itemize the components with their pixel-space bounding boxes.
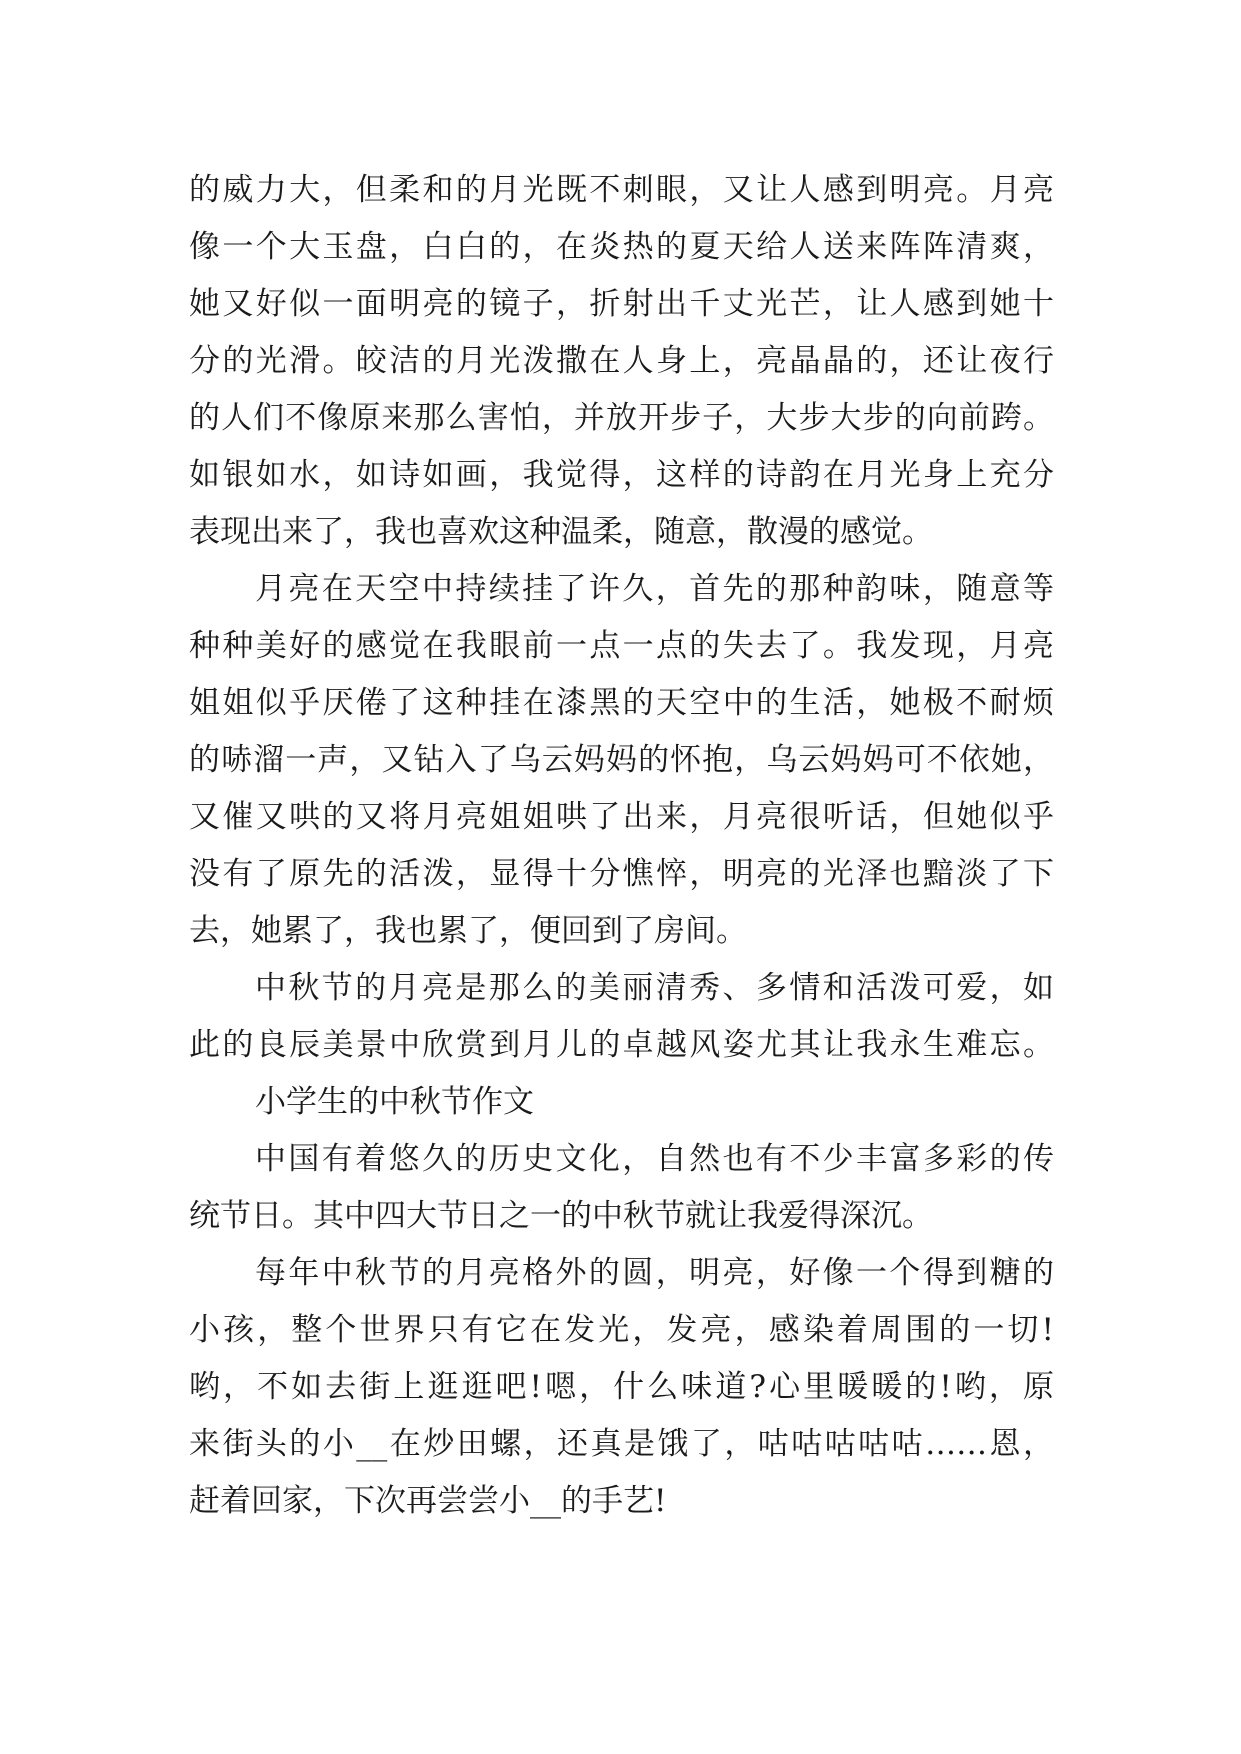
text-line: 的哧溜一声，又钻入了乌云妈妈的怀抱，乌云妈妈可不依她， [189, 742, 1054, 778]
text-line: 她又好似一面明亮的镜子，折射出千丈光芒，让人感到她十 [189, 286, 1054, 322]
text-line: 姐姐似乎厌倦了这种挂在漆黑的天空中的生活，她极不耐烦 [189, 685, 1054, 721]
text-line: 的威力大，但柔和的月光既不刺眼，又让人感到明亮。月亮 [189, 172, 1054, 208]
text-line: 又催又哄的又将月亮姐姐哄了出来，月亮很听话，但她似乎 [189, 799, 1054, 835]
text-line: 哟，不如去街上逛逛吧!嗯，什么味道?心里暖暖的!哟，原 [189, 1369, 1054, 1405]
text-line: 如银如水，如诗如画，我觉得，这样的诗韵在月光身上充分 [189, 457, 1054, 493]
paragraph-first-line: 中国有着悠久的历史文化，自然也有不少丰富多彩的传 [255, 1141, 1054, 1177]
text-line: 小孩，整个世界只有它在发光，发亮，感染着周围的一切! [189, 1312, 1054, 1348]
text-line: 像一个大玉盘，白白的，在炎热的夏天给人送来阵阵清爽， [189, 229, 1054, 265]
text-line: 没有了原先的活泼，显得十分憔悴，明亮的光泽也黯淡了下 [189, 856, 1054, 892]
section-title: 小学生的中秋节作文 [255, 1084, 534, 1120]
text-line: 赶着回家，下次再尝尝小__的手艺! [189, 1483, 667, 1519]
paragraph-first-line: 中秋节的月亮是那么的美丽清秀、多情和活泼可爱，如 [255, 970, 1054, 1006]
text-line: 统节日。其中四大节日之一的中秋节就让我爱得深沉。 [189, 1198, 933, 1234]
text-line: 表现出来了，我也喜欢这种温柔，随意，散漫的感觉。 [189, 514, 933, 550]
essay-body [189, 162, 1054, 1530]
text-line: 分的光滑。皎洁的月光泼撒在人身上，亮晶晶的，还让夜行 [189, 343, 1054, 379]
paragraph-first-line: 月亮在天空中持续挂了许久，首先的那种韵味，随意等 [255, 571, 1054, 607]
paragraph-first-line: 每年中秋节的月亮格外的圆，明亮，好像一个得到糖的 [255, 1255, 1054, 1291]
text-line: 此的良辰美景中欣赏到月儿的卓越风姿尤其让我永生难忘。 [189, 1027, 1054, 1063]
text-line: 来街头的小__在炒田螺，还真是饿了，咕咕咕咕咕……恩， [189, 1426, 1054, 1462]
text-line: 去，她累了，我也累了，便回到了房间。 [189, 913, 747, 949]
text-line: 的人们不像原来那么害怕，并放开步子，大步大步的向前跨。 [189, 400, 1054, 436]
text-line: 种种美好的感觉在我眼前一点一点的失去了。我发现，月亮 [189, 628, 1054, 664]
